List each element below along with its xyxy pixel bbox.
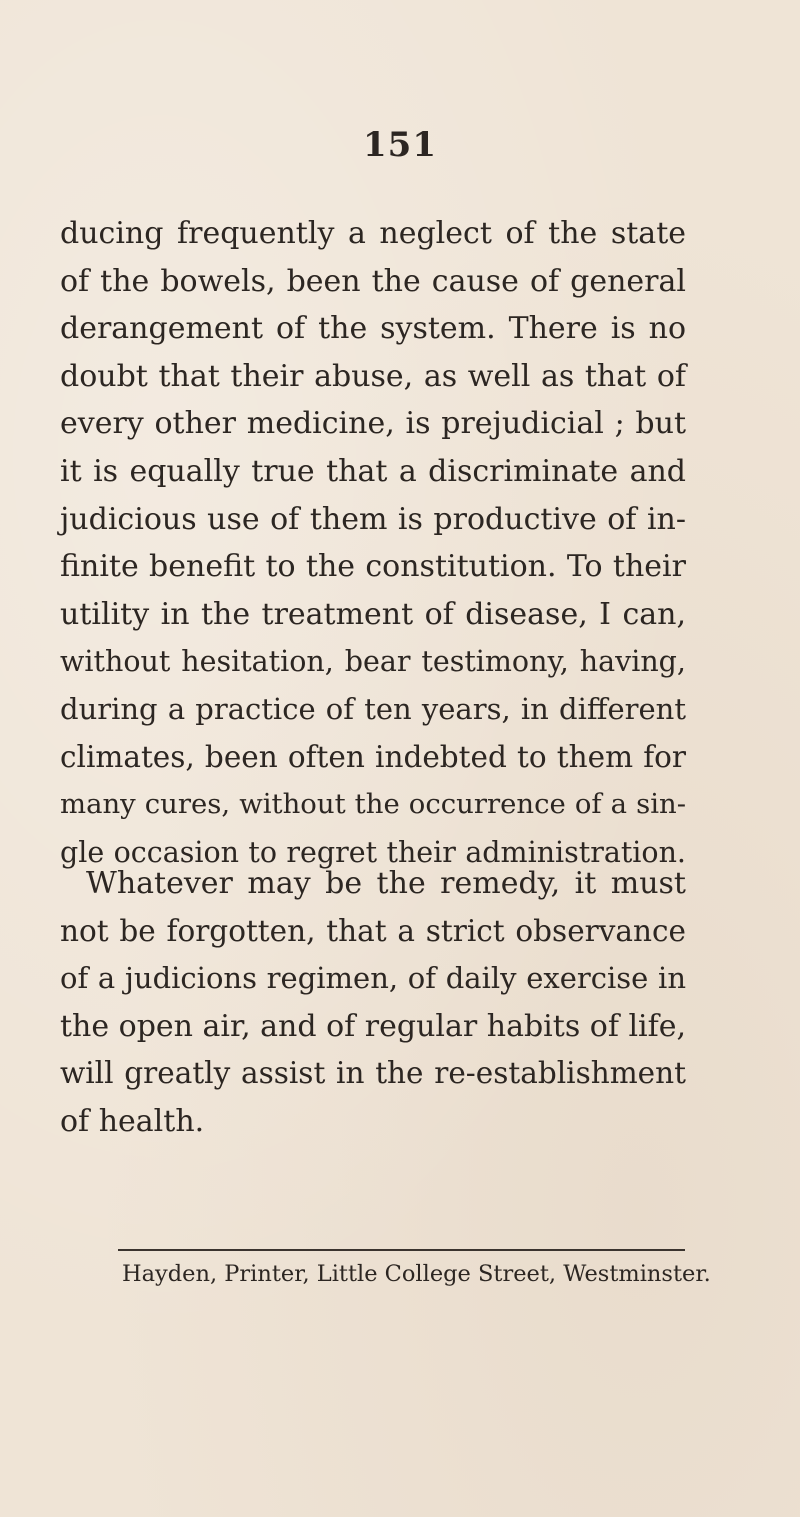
text-line: many cures, without the occurrence of a sin- [60, 788, 686, 821]
text-line: ducing frequently a neglect of the state [60, 216, 686, 251]
text-line: every other medicine, is prejudicial ; but [60, 406, 686, 442]
text-line: of the bowels, been the cause of general [60, 263, 686, 299]
text-line: of health. [60, 1103, 205, 1139]
paragraph-1 [60, 210, 686, 876]
text-line: derangement of the system. There is no [60, 311, 686, 347]
divider-rule [118, 1249, 685, 1251]
text-line: Whatever may be the remedy, it must [86, 866, 686, 901]
text-line: finite benefit to the constitution. To their [60, 549, 686, 585]
text-line: gle occasion to regret their administration. [60, 835, 686, 869]
text-line: will greatly assist in the re-establishment [60, 1056, 686, 1091]
page-number: 151 [363, 125, 437, 165]
text-line: judicious use of them is productive of in- [60, 501, 686, 537]
text-line: not be forgotten, that a strict observance [60, 913, 686, 948]
text-line: it is equally true that a discriminate and [60, 453, 686, 489]
printer-imprint: Hayden, Printer, Little College Street, Westminster. [122, 1261, 711, 1287]
text-line: the open air, and of regular habits of life, [60, 1008, 687, 1044]
text-line: of a judicions regimen, of daily exercise in [60, 961, 686, 996]
paragraph-2 [60, 860, 686, 1146]
text-line: without hesitation, bear testimony, having, [60, 645, 686, 679]
text-line: doubt that their abuse, as well as that of [60, 358, 686, 394]
text-line: utility in the treatment of disease, I can, [60, 596, 686, 632]
text-line: during a practice of ten years, in different [60, 691, 686, 726]
text-line: climates, been often indebted to them for [60, 739, 686, 774]
